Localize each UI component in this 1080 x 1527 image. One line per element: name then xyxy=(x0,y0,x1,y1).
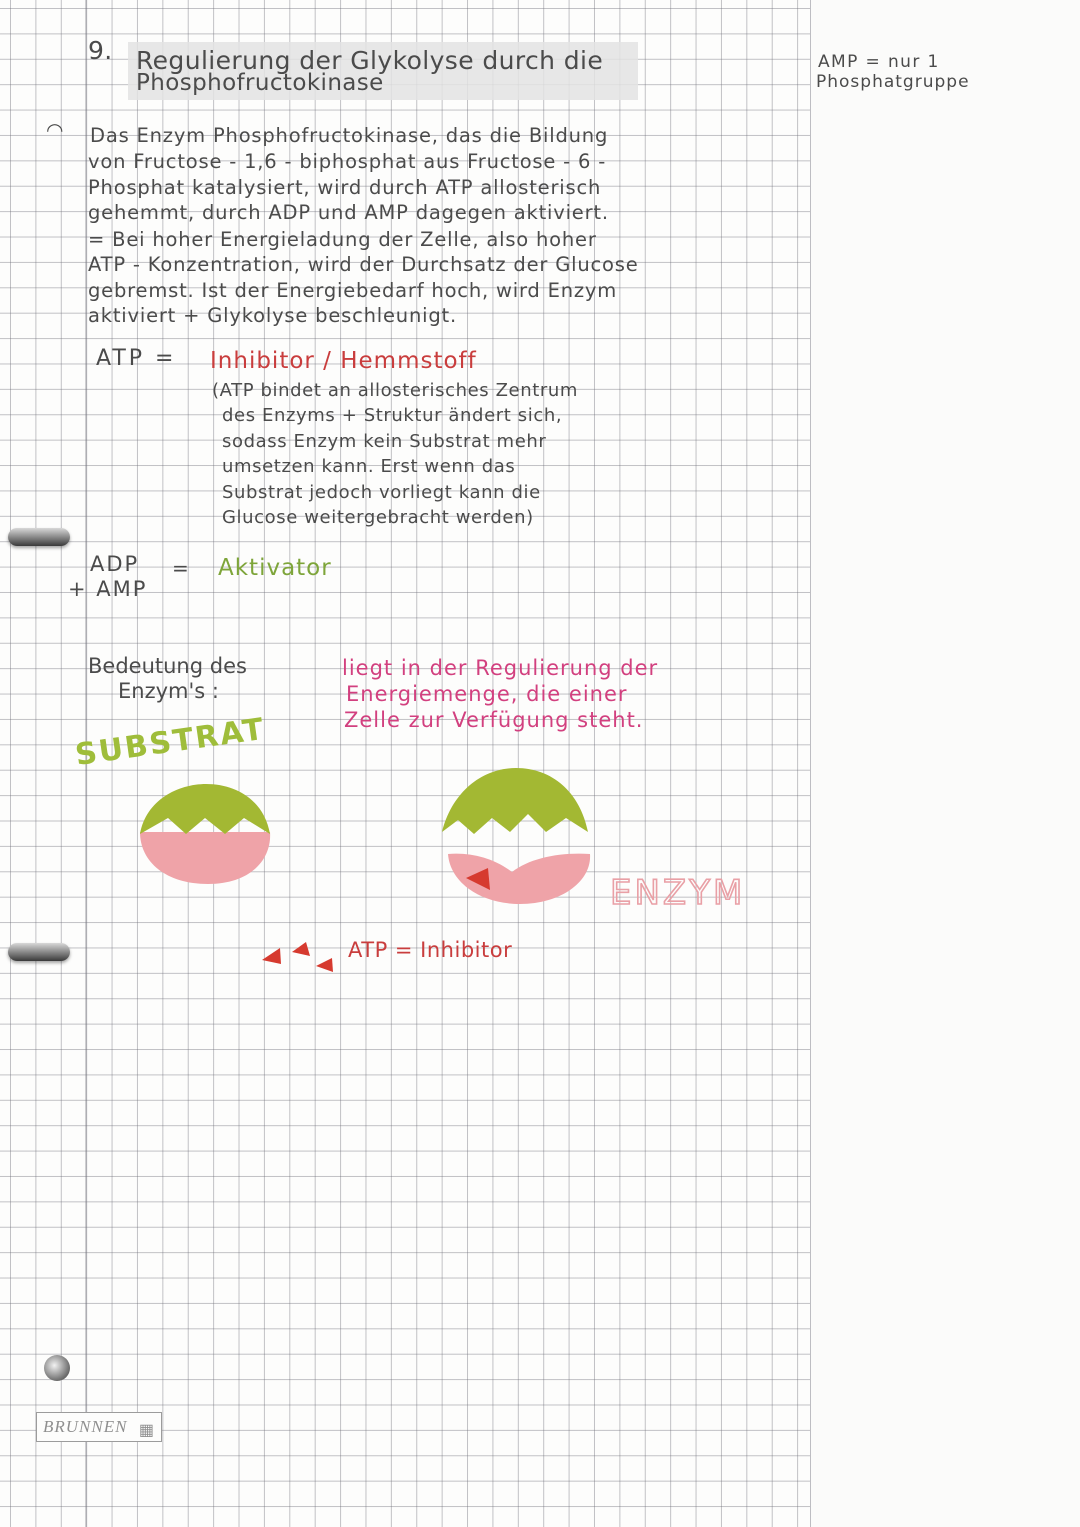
inhibitor-legend-icon xyxy=(262,948,281,964)
brand-mark-icon: ▦ xyxy=(138,1422,155,1439)
atp-role: Inhibitor / Hemmstoff xyxy=(210,348,477,374)
adp-equals: = xyxy=(172,556,189,580)
amp-label: + AMP xyxy=(68,577,148,601)
bullet-icon: ◠ xyxy=(46,118,64,142)
side-note-line1: AMP = nur 1 xyxy=(818,52,940,72)
significance-text: Energiemenge, die einer xyxy=(346,682,628,706)
atp-explanation-line: (ATP bindet an allosterisches Zentrum xyxy=(212,380,579,401)
atp-explanation-line: Glucose weitergebracht werden) xyxy=(222,507,534,528)
intro-line: = Bei hoher Energieladung der Zelle, also hoher xyxy=(88,228,597,251)
significance-text: liegt in der Regulierung der xyxy=(342,656,659,680)
intro-line: gehemmt, durch ADP und AMP dagegen aktiviert. xyxy=(88,201,609,224)
inhibitor-legend-icon xyxy=(292,942,310,956)
atp-label: ATP = xyxy=(96,346,177,371)
significance-label-line2: Enzym's : xyxy=(118,679,219,703)
enzyme-label: ENZYM xyxy=(610,873,746,913)
side-note-line2: Phosphatgruppe xyxy=(816,72,970,92)
intro-line: Das Enzym Phosphofructokinase, das die Bildung xyxy=(90,124,609,147)
atp-explanation-line: umsetzen kann. Erst wenn das xyxy=(222,456,516,477)
intro-line: gebremst. Ist der Energiebedarf hoch, wird Enzym xyxy=(88,279,618,302)
brand-name: BRUNNEN xyxy=(43,1417,128,1436)
inhibitor-legend-text: ATP = Inhibitor xyxy=(348,938,513,962)
atp-explanation-line: Substrat jedoch vorliegt kann die xyxy=(222,482,541,503)
brand-logo xyxy=(36,1412,162,1442)
intro-line: Phosphat katalysiert, wird durch ATP allosterisch xyxy=(88,176,602,199)
inhibitor-legend-icon xyxy=(316,958,333,972)
substrate-shape-left xyxy=(140,784,270,834)
significance-text: Zelle zur Verfügung steht. xyxy=(344,708,644,732)
page-title: Regulierung der Glykolyse durch die xyxy=(136,46,604,75)
intro-line: aktiviert + Glykolyse beschleunigt. xyxy=(88,304,457,327)
substrate-label: SUBSTRAT xyxy=(73,711,268,773)
title-number: 9. xyxy=(88,36,113,65)
significance-label: Bedeutung des xyxy=(88,654,247,678)
page-title-line2: Phosphofructokinase xyxy=(136,70,384,96)
atp-explanation-line: sodass Enzym kein Substrat mehr xyxy=(222,431,547,452)
atp-explanation-line: des Enzyms + Struktur ändert sich, xyxy=(222,405,563,426)
intro-line: von Fructose - 1,6 - biphosphat aus Fructose - 6 - xyxy=(88,150,607,173)
intro-line: ATP - Konzentration, wird der Durchsatz der Glucose xyxy=(88,253,639,276)
adp-label: ADP xyxy=(90,552,140,576)
enzyme-shape-left xyxy=(140,832,270,884)
adp-role: Aktivator xyxy=(218,555,332,581)
substrate-shape-right xyxy=(442,768,588,834)
